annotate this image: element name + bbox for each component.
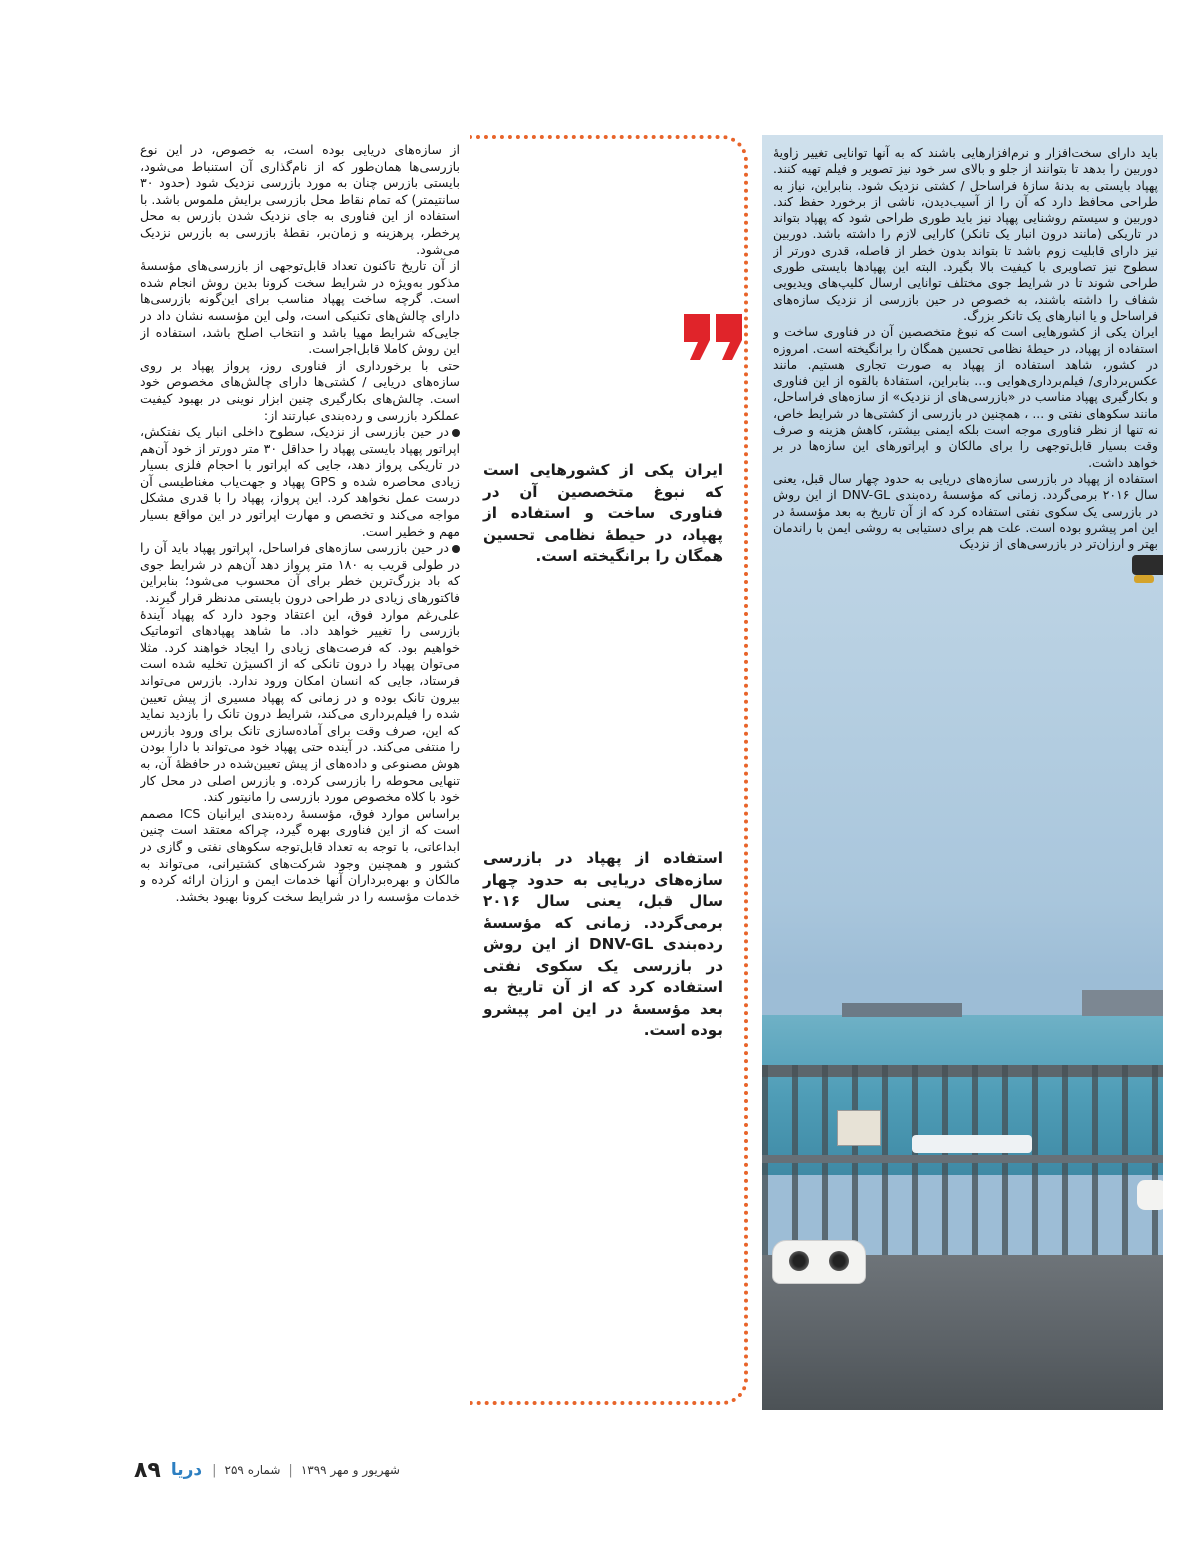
main-column-text bbox=[140, 142, 460, 1362]
paragraph: باید دارای سخت‌افزار و نرم‌افزارهایی باشند که به آنها توانایی تغییر زاویهٔ دوربین را بدهد تا بتوانند از جلو و بالای سر خود نیز تصویر و فیلم تهیه کنند. پهپاد بایستی به بدنهٔ سازهٔ فراساحل / کشتی نزدیک شود. بنابراین، نیاز به طراحی محافظ دارد که آن را از آسیب‌دیدن، ناشی از برخورد حفظ کند. دوربین و سیستم روشنایی پهپاد نیز باید طوری طراحی شود که پهپاد بتواند در تاریکی (مانند درون انبار یک تانکر) کارایی لازم را داشته باشد. دوربین نیز دارای قابلیت زوم باشد تا بتواند بدون خطر از فاصله، قدری دورتر از سطوح نیز تصاویری با کیفیت بالا بگیرد. البته این پهپادها بایستی طوری طراحی شوند تا در شرایط جوی مختلف توانایی ارسال کلیپ‌های ویدیویی شفاف را داشته باشند، به خصوص در حین بازرسی از نزدیک سازه‌های فراساحل و یا انبارهای یک تانکر بزرگ. bbox=[773, 145, 1158, 323]
paragraph: ایران یکی از کشورهایی است که نبوغ متخصصین آن در فناوری ساخت و استفاده از پهپاد، در حیطهٔ نظامی تحسین همگان را برانگیخته است. امروزه در کشور، شاهد استفاده از پهپاد به صورت تجاری هستیم. مانند عکس‌برداری/ فیلم‌برداری‌هوایی و... بنابراین، استفادهٔ بالقوه از این فناوری و بکارگیری پهپاد مناسب در «بازرسی‌های از نزدیک» از سازه‌های فراساحل، مانند سکوهای نفتی و ... ، همچنین در بازرسی از کشتی‌ها در شرایط خاص، نه تنها از نظر فناوری موجه است بلکه ایمنی بیشتر، کاهش هزینه و صرف وقت بسیار قابل‌توجهی را برای مالکان و اپراتورهای این سازه‌ها در بر خواهد داشت. bbox=[773, 324, 1158, 470]
quote-mark-icon bbox=[680, 312, 744, 362]
camera-device bbox=[1137, 1180, 1163, 1210]
bullet-icon bbox=[452, 429, 460, 437]
separator: | bbox=[288, 1462, 293, 1478]
paragraph: از آن تاریخ تاکنون تعداد قابل‌توجهی از بازرسی‌های مؤسسهٔ مذکور به‌ویژه در شرایط سخت کرونا بدین روش انجام شده است. گرچه ساخت پهپاد مناسب برای این‌گونه بازرسی‌ها دارای چالش‌های تکنیکی است، ولی این مؤسسه نشان داد در جایی‌که شرایط مهیا باشد و انتخاب اصلح باشد، استفاده از این روش کاملا قابل‌اجراست. bbox=[140, 258, 460, 357]
page-footer bbox=[134, 1455, 434, 1485]
moored-boat bbox=[912, 1135, 1032, 1153]
bullet-paragraph bbox=[140, 540, 460, 606]
pull-quote: ایران یکی از کشورهایی است که نبوغ متخصصین آن در فناوری ساخت و استفاده از پهپاد، در حیطهٔ نظامی تحسین همگان را برانگیخته است. bbox=[483, 461, 723, 565]
issue-label: شماره ۲۵۹ bbox=[224, 1463, 281, 1477]
distant-ship bbox=[842, 1003, 962, 1017]
paragraph: علی‌رغم موارد فوق، این اعتقاد وجود دارد که پهپاد آیندهٔ بازرسی را تغییر خواهد داد. ما شاهد پهپادهای اتوماتیک خواهیم بود. که فرصت‌های زیادی را ایجاد خواهند کرد. مثلا می‌توان پهپاد را درون تانکی که از اکسیژن تخلیه شده است فرستاد، جایی که انسان امکان ورود ندارد. بازرس می‌تواند بیرون تانک بوده و در زمانی که پهپاد مسیری از پیش تعیین شده را فیلم‌برداری می‌کند، شرایط درون تانک را بازدید نماید که این، صرف وقت برای آماده‌سازی تانک برای ورود بازرس را منتفی می‌کند. در آینده حتی پهپاد خود می‌تواند با دارا بودن هوش مصنوعی و داده‌های از پیش تعیین‌شده در حافظهٔ آن، به تنهایی محوطه را بازرسی کرده. و بازرس اصلی در محل کار خود با کلاه مخصوص مورد بازرسی را مانیتور کند. bbox=[140, 606, 460, 805]
date-label: شهریور و مهر ۱۳۹۹ bbox=[300, 1463, 400, 1477]
lens-icon bbox=[829, 1251, 849, 1271]
camera-device bbox=[772, 1240, 866, 1284]
lens-icon bbox=[789, 1251, 809, 1271]
photo-column-text bbox=[773, 145, 1158, 925]
paragraph: براساس موارد فوق، مؤسسهٔ رده‌بندی ایرانیان ICS مصمم است که از این فناوری بهره گیرد، چراکه معتقد است چنین ابداعاتی، با توجه به تعداد قابل‌توجه سکوهای نفتی و گازی در کشور و همچنین وجود شرکت‌های کشتیرانی، می‌تواند به مالکان و بهره‌برداران آنها خدمات ایمن و ارزان ارائه کرده و خدمات مؤسسه را در شرایط سخت کرونا بهبود بخشد. bbox=[140, 805, 460, 904]
distant-ship bbox=[1082, 990, 1163, 1016]
paragraph: از سازه‌های دریایی بوده است، به خصوص، در این نوع بازرسی‌ها همان‌طور که از نام‌گذاری آن استنباط می‌شود، بایستی بازرس چنان به مورد بازرسی نزدیک شود (حدود ۳۰ سانتیمتر) که تمام نقاط محل بازرسی برایش ملموس باشد. با استفاده از این فناوری به جای نزدیک شدن بازرس به محل پرخطر، پرهزینه و زمان‌بر، نقطهٔ بازرسی به بازرس نزدیک می‌شود. bbox=[140, 142, 460, 257]
paragraph: حتی با برخورداری از فناوری روز، پرواز پهپاد بر روی سازه‌های دریایی / کشتی‌ها دارای چالش‌های مخصوص خود است. چالش‌های بکارگیری چنین ابزار نوینی در بهبود کیفیت عملکرد بازرسی و رده‌بندی عبارتند از: bbox=[140, 357, 460, 423]
bullet-text: در حین بازرسی از نزدیک، سطوح داخلی انبار یک نفتکش، اپراتور پهپاد بایستی پهپاد را حداقل ۳۰ متر دورتر از خود آن‌هم در تاریکی پرواز دهد، جایی که اپراتور با احجام فلزی بسیار زیادی محاصره شده و GPS پهپاد و جهت‌یاب مغناطیسی آن درست عمل نخواهد کرد. این پرواز، پهپاد را با قدری مشکل مواجه می‌کند و تخصص و مهارت اپراتور در این مواقع بسیار مهم و خطیر است. bbox=[140, 424, 460, 539]
magazine-logo: دریا bbox=[170, 1460, 203, 1480]
pull-quote: استفاده از پهپاد در بازرسی سازه‌های دریایی به حدود چهار سال قبل، یعنی سال ۲۰۱۶ برمی‌گردد. زمانی که مؤسسهٔ رده‌بندی DNV-GL از این روش در بازرسی یک سکوی نفتی استفاده کرد که از آن تاریخ به بعد مؤسسهٔ در این امر پیشرو بوده است. bbox=[483, 849, 724, 1039]
railing bbox=[762, 1065, 1163, 1265]
page-number: ۸۹ bbox=[134, 1457, 161, 1483]
bullet-icon bbox=[452, 545, 460, 553]
paragraph: استفاده از پهپاد در بازرسی سازه‌های دریایی به حدود چهار سال قبل، یعنی سال ۲۰۱۶ برمی‌گردد. زمانی که مؤسسهٔ رده‌بندی DNV-GL از این روش در بازرسی یک سکوی نفتی استفاده کرد که از آن تاریخ به بعد مؤسسهٔ در این امر پیشرو بوده است. علت هم برای دستیابی به روشی ایمن با راندمان بهتر و ارزان‌تر در بازرسی‌های از نزدیک bbox=[773, 470, 1158, 552]
railing-mid bbox=[762, 1155, 1163, 1163]
separator: | bbox=[212, 1462, 217, 1478]
rail-sign bbox=[837, 1110, 881, 1146]
bullet-text: در حین بازرسی سازه‌های فراساحل، اپراتور پهپاد باید آن را در طولی قریب به ۱۸۰ متر پرواز دهد آن‌هم در شرایط جوی که باد بزرگ‌ترین خطر برای آن محسوب می‌شود؛ بنابراین فاکتورهای زیادی در طراحی درون بایستی مدنظر قرار گیرند. bbox=[140, 540, 460, 606]
bullet-paragraph bbox=[140, 424, 460, 540]
